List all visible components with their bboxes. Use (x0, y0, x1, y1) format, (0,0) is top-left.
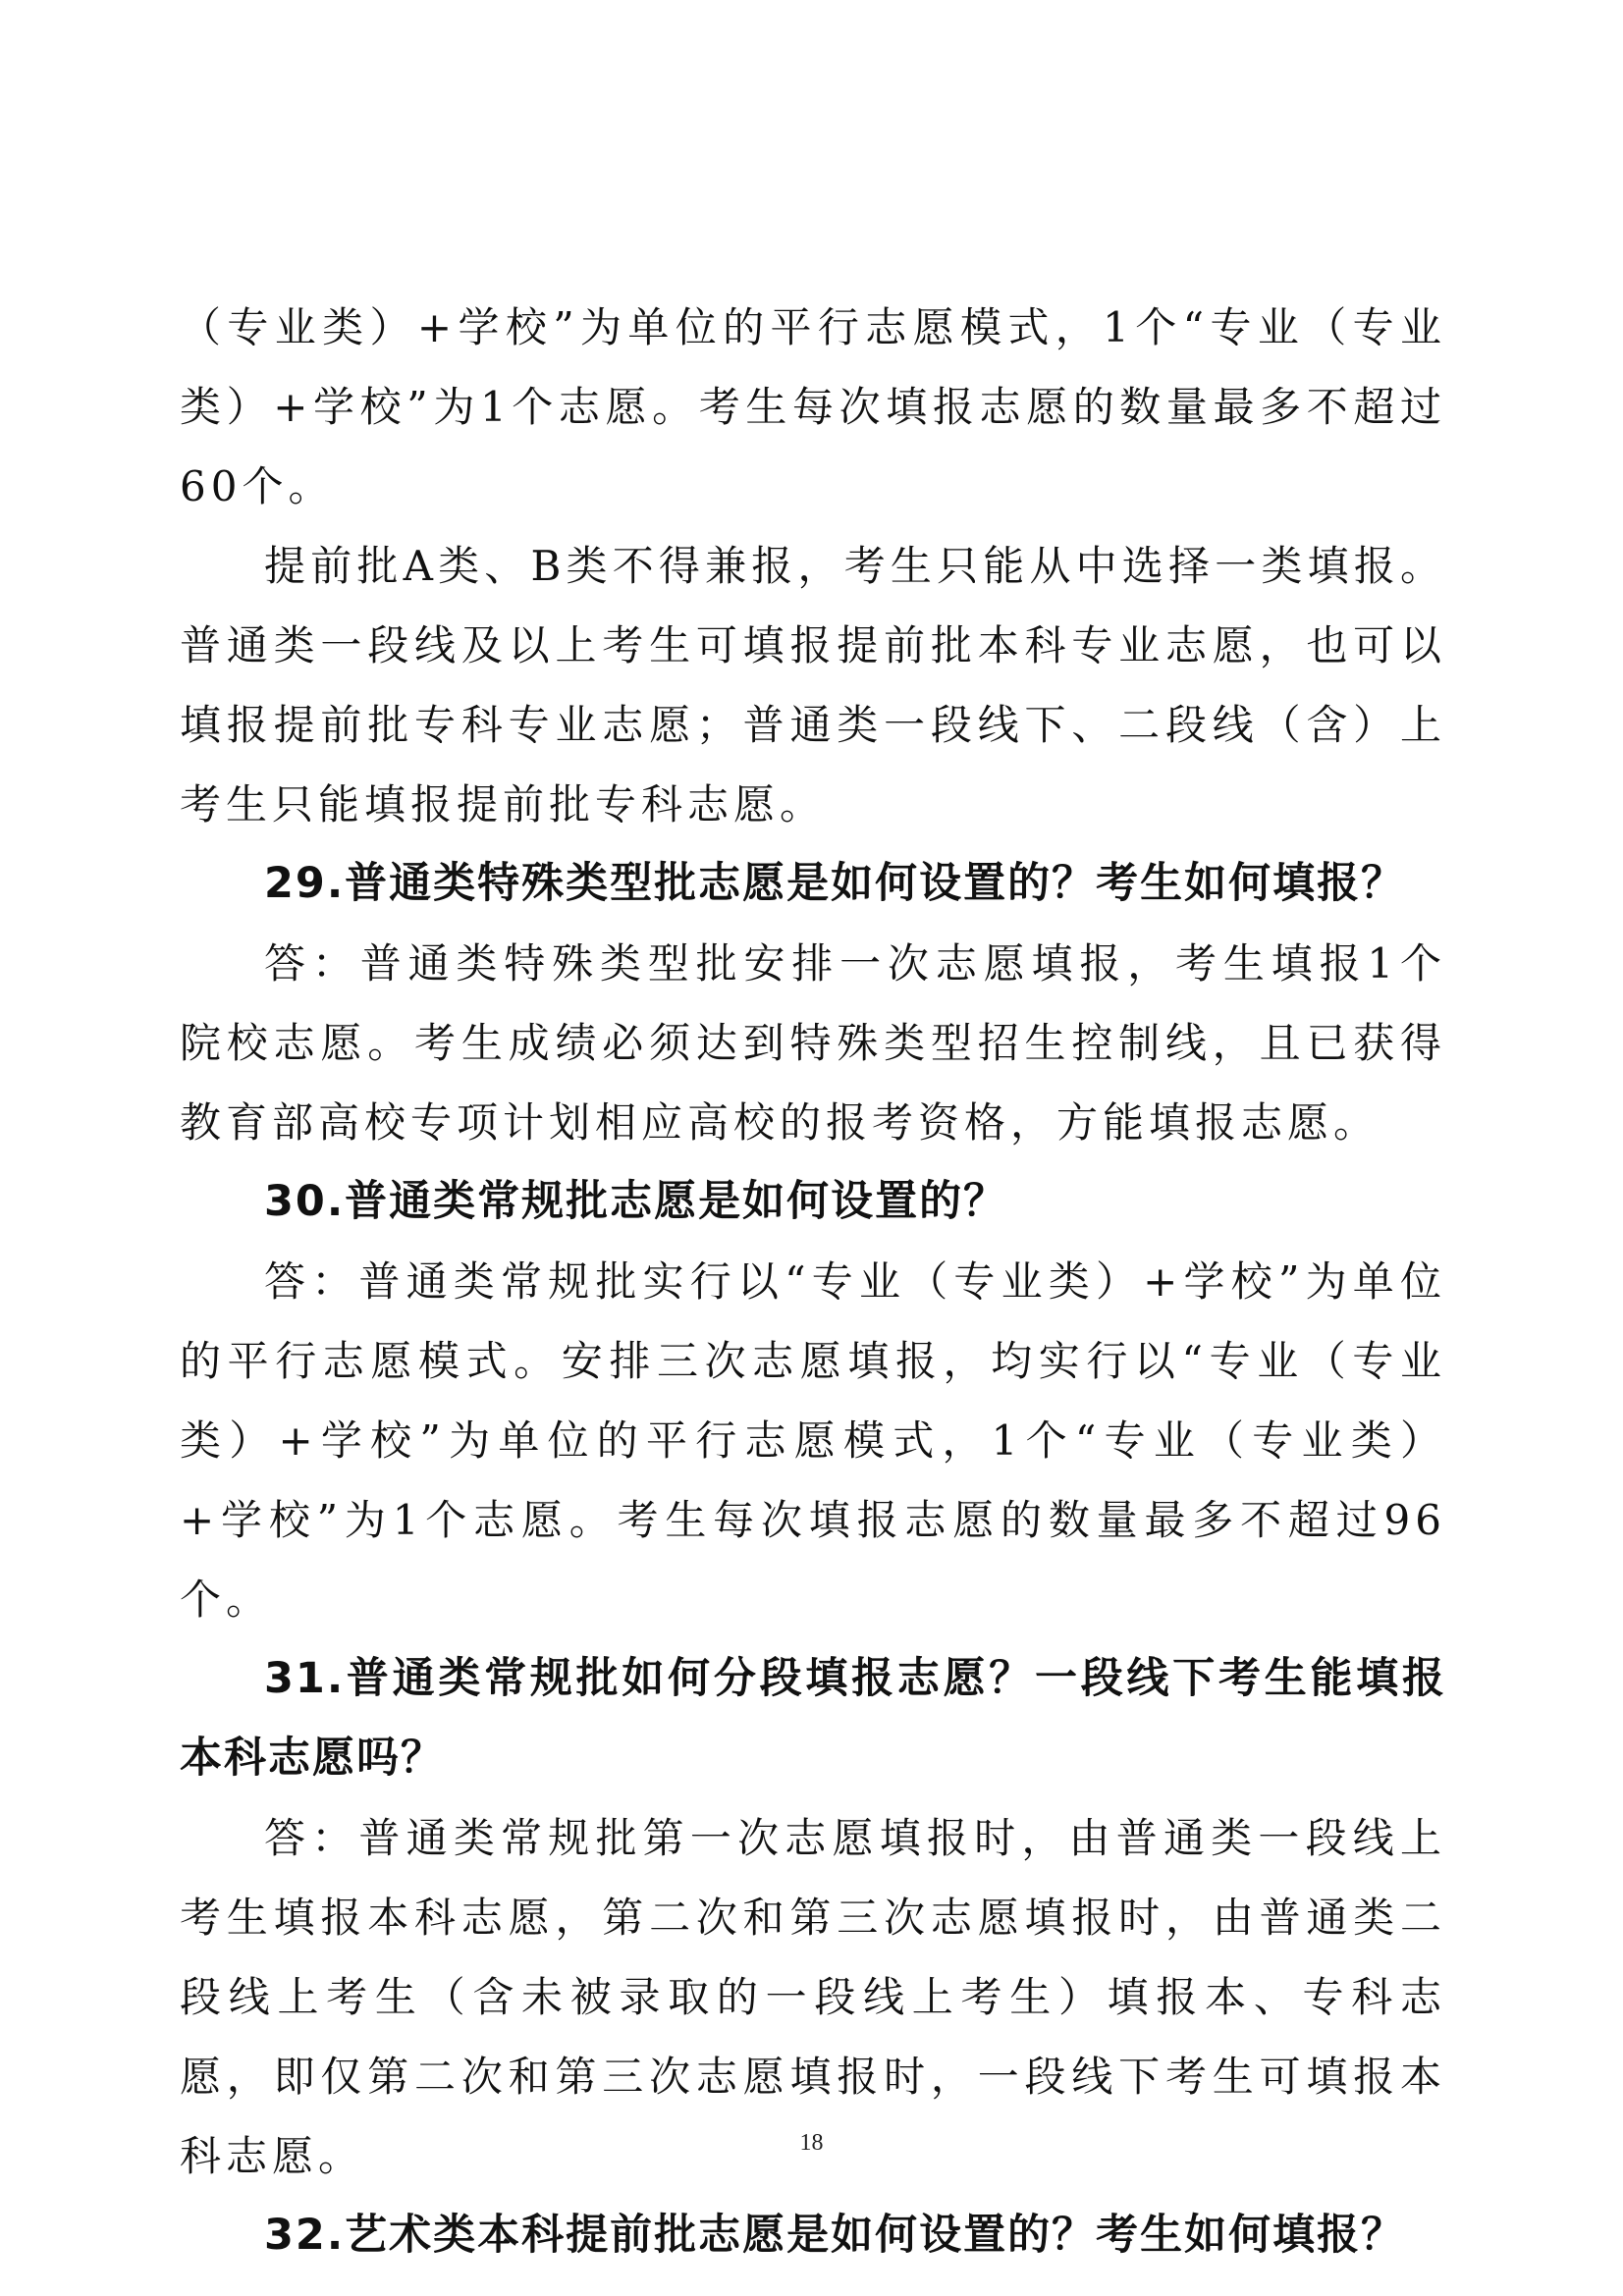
question-heading-30: 30.普通类常规批志愿是如何设置的？ (264, 1177, 1008, 1226)
answer-30: 答：普通类常规批实行以“专业（专业类）+学校”为单位的平行志愿模式。安排三次志愿填报，均实行以“专业（专业类）+学校”为单位的平行志愿模式，1个“专业（专业类）+学校”为1个志愿。考生每次填报志愿的数量最多不超过96个。 (180, 1257, 1446, 1624)
paragraph-early-batch-rules: 提前批A类、B类不得兼报，考生只能从中选择一类填报。普通类一段线及以上考生可填报提前批本科专业志愿，也可以填报提前批专科专业志愿；普通类一段线下、二段线（含）上考生只能填报提前批专科志愿。 (180, 542, 1446, 828)
question-heading-29: 29.普通类特殊类型批志愿是如何设置的？考生如何填报？ (264, 859, 1406, 908)
answer-29: 答：普通类特殊类型批安排一次志愿填报，考生填报1个院校志愿。考生成绩必须达到特殊类型招生控制线，且已获得教育部高校专项计划相应高校的报考资格，方能填报志愿。 (180, 939, 1446, 1147)
paragraph-continuation: （专业类）+学校”为单位的平行志愿模式，1个“专业（专业类）+学校”为1个志愿。考生每次填报志愿的数量最多不超过60个。 (180, 303, 1446, 510)
page-body (180, 288, 1446, 2275)
question-heading-32: 32.艺术类本科提前批志愿是如何设置的？考生如何填报？ (264, 2211, 1406, 2260)
page-number: 18 (799, 2130, 824, 2156)
answer-31: 答：普通类常规批第一次志愿填报时，由普通类一段线上考生填报本科志愿，第二次和第三次志愿填报时，由普通类二段线上考生（含未被录取的一段线上考生）填报本、专科志愿，即仅第二次和第三次志愿填报时，一段线下考生可填报本科志愿。 (180, 1814, 1446, 2180)
question-heading-31: 31.普通类常规批如何分段填报志愿？一段线下考生能填报本科志愿吗？ (180, 1654, 1446, 1783)
